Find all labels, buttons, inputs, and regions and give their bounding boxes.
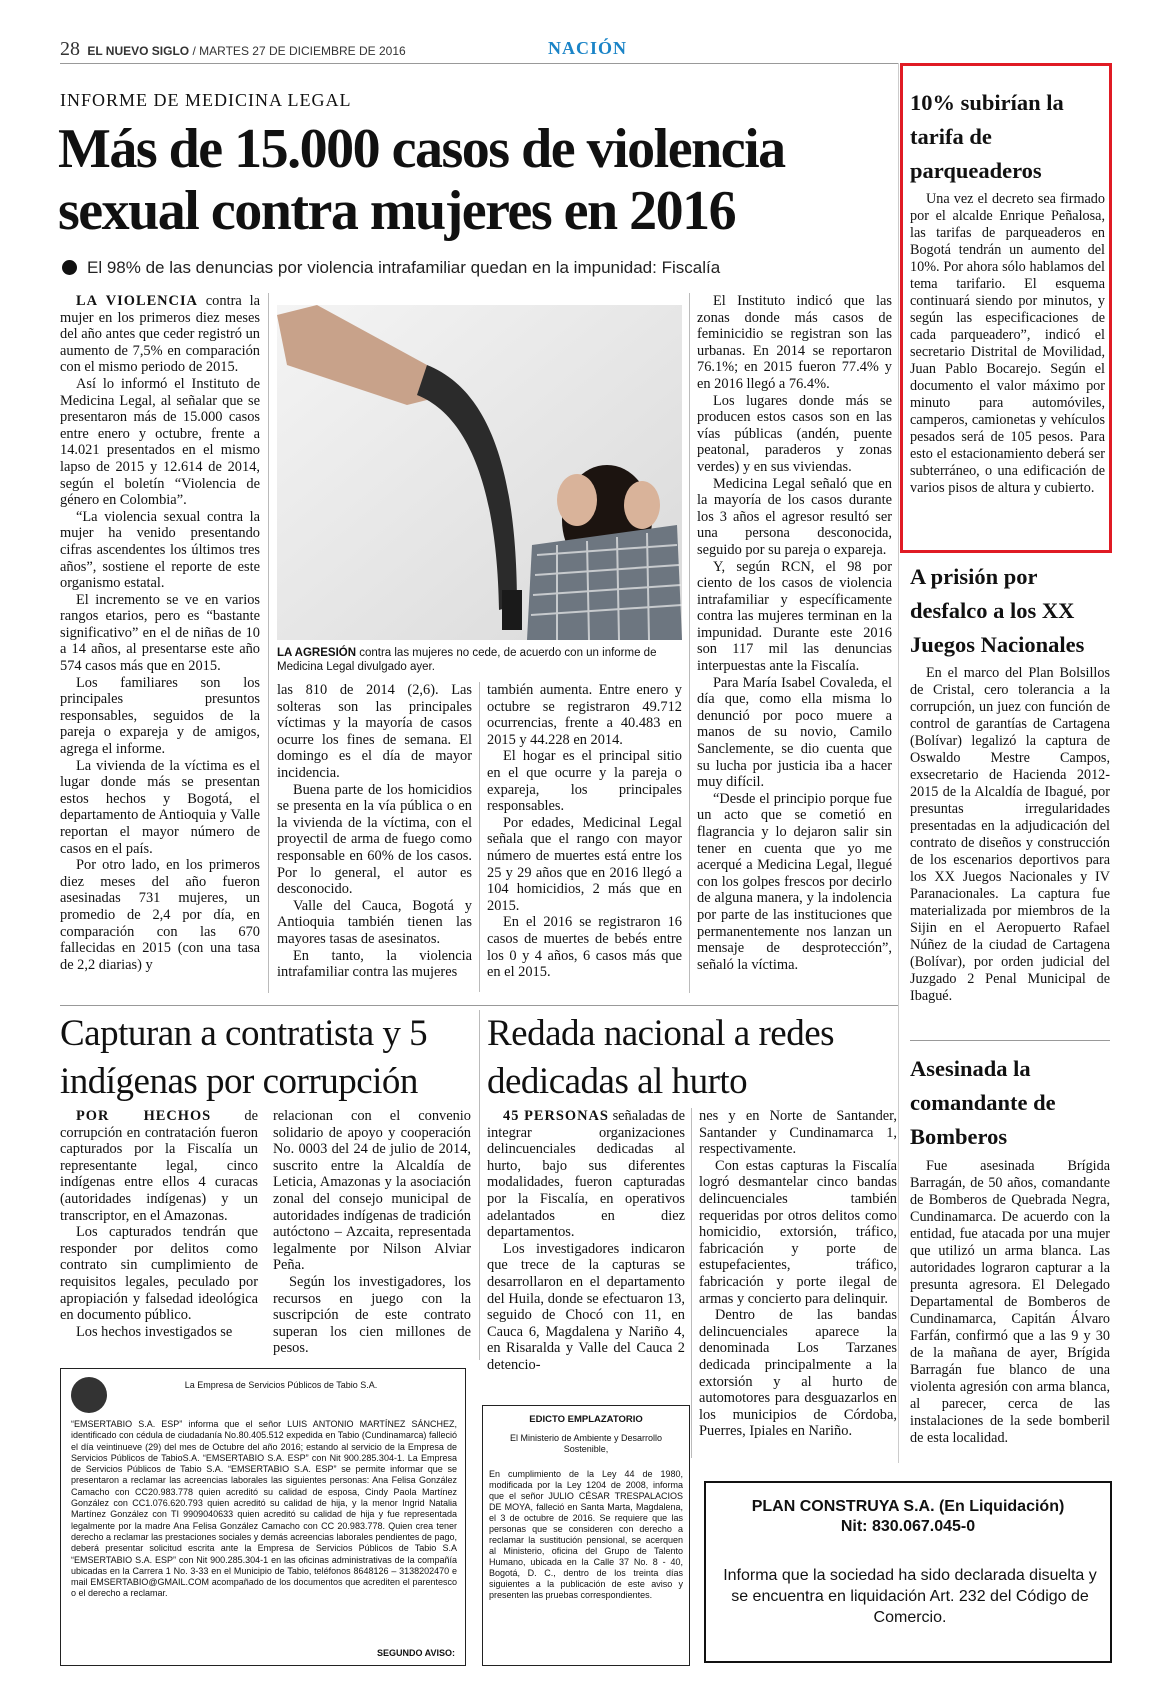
paragraph [60, 1224, 258, 1324]
caption-text: contra las mujeres no cede, de acuerdo con un informe de Medicina Legal divulgado ayer. [277, 647, 657, 673]
paragraph-text: La vivienda de la víctima es el lugar donde más se presentan estos hechos y Bogotá, el departamento de Antioquia y Valle reportan el mayor número de casos en el país. [60, 757, 260, 857]
sidebar-story-2 [910, 665, 1110, 1005]
paragraph [273, 1108, 471, 1274]
paragraph-text: Valle del Cauca, Bogotá y Antioquia también tienen las mayores tasas de asesinatos. [277, 897, 472, 947]
paragraph-text: Medicina Legal señaló que en la mayoría de los casos durante los 3 años el agresor resultó ser una persona desconocida, seguido por su pareja o expareja. [697, 475, 892, 558]
page-number: 28 [60, 38, 80, 60]
paragraph-text: Los capturados tendrán que responder por delitos como contrato sin cumplimiento de requisitos legales, peculado por apropiación y falsedad ideológica en documento público. [60, 1224, 258, 1324]
sidebar-body-2: En el marco del Plan Bolsillos de Cristal, cero tolerancia a la corrupción, un juez con función de control de garantías de Cartagena (Bolívar) legalizó la captura de Oswaldo Mestre Campos, exsecretario de Hacienda 2012-2015 de la Alcaldía de Ibagué, por presuntas irregularidades presentadas en la adjudicación del contrato de diseños y construcción de los escenarios deportivos para los XX Juegos Nacionales y IV Paranacionales. La captura fue materializada por miembros de la Sijin en el Aeropuerto Rafael Núñez de la ciudad de Cartagena (Bolívar), por orden judicial del Juzgado 2 Penal Municipal de Ibagué. [910, 665, 1110, 1004]
paragraph [273, 1274, 471, 1357]
sidebar-rule [910, 1040, 1110, 1041]
paragraph [697, 791, 892, 974]
construya-body: Informa que la sociedad ha sido declarada disuelta y se encuentra en liquidación Art. 232 del Código de Comercio. [723, 1567, 1097, 1626]
publication-name: EL NUEVO SIGLO [87, 44, 190, 58]
paragraph-text: En tanto, la violencia intrafamiliar contra las mujeres [277, 947, 472, 981]
construya-notice [704, 1481, 1112, 1663]
column-rule [479, 682, 480, 992]
caption-lead: LA AGRESIÓN [277, 647, 357, 659]
paragraph [699, 1108, 897, 1158]
sidebar-body-3: Fue asesinada Brígida Barragán, de 50 años, comandante de Bomberos de Quebrada Negra, Cundinamarca. De acuerdo con la entidad, fue atacada por una mujer que utilizó un arma blanca. Las autoridades lograron capturar a la presunta agresora. El Delegado Departamental de Bomberos de Cundinamarca, Capitán Álvaro Farfán, confirmó que a las 9 y 30 de la mañana de ayer, Brígida Barragán fue blanco de una violenta agresión con arma blanca, al parecer, cerca de las instalaciones de la sede bomberil de esta localidad. [910, 1158, 1110, 1446]
paragraph-lead: LA VIOLENCIA [76, 293, 198, 309]
column-rule [268, 293, 269, 993]
section-rule [60, 1005, 898, 1006]
bullet-icon [62, 260, 77, 275]
paragraph-text: Los lugares donde más se producen estos casos son en las vías públicas (andén, puente peatonal, paraderos y zonas verdes) y en sus viviendas. [697, 392, 892, 475]
paragraph [699, 1307, 897, 1440]
edicto-body: En cumplimiento de la Ley 44 de 1980, modificada por la Ley 1204 de 2008, informa que el señor JULIO CÉSAR TRESPALACIOS DE MOYA, falleció en Santa Marta, Magdalena, el 3 de octubre de 2016. Se requiere que las personas que se consideren con derecho a reclamar la sustitución pensional, se acerquen al Ministerio, oficina del Grupo de Talento Humano, ubicada en la Calle 37 No. 8 - 40, Bogotá, D. C., dentro de los treinta días siguientes a la publicación de este aviso y presenten las pruebas correspondientes. [489, 1469, 683, 1600]
paragraph [60, 509, 260, 592]
section-name: NACIÓN [548, 38, 628, 58]
paragraph-text: “La violencia sexual contra la mujer ha venido presentando cifras ascendentes los últimos tres años”, sostiene el reporte de este organismo estatal. [60, 508, 260, 592]
story-b-column-1 [60, 1108, 258, 1340]
main-column-2 [277, 682, 472, 981]
paragraph [60, 376, 260, 509]
edicto-title: EDICTO EMPLAZATORIO [529, 1414, 643, 1425]
main-column-4 [697, 293, 892, 973]
paragraph [487, 748, 682, 814]
paragraph-text: Así lo informó el Instituto de Medicina Legal, al señalar que se presentaron más de 15.000 casos entre enero y octubre, frente a 14.021 presentados en el mismo lapso de 2015 y 12.614 de 2014, según el boletín “Violencia de género en Colombia”. [60, 375, 260, 509]
folio: 28 EL NUEVO SIGLO / MARTES 27 DE DICIEMBRE DE 2016 [60, 38, 406, 60]
story-b-column-2 [273, 1108, 471, 1357]
paragraph [697, 476, 892, 559]
paragraph-text: Según los investigadores, los recursos en juego con la suscripción de este contrato superan los cien millones de pesos. [273, 1273, 471, 1357]
story-c-headline: Redada nacional a redes dedicadas al hurto [487, 1013, 835, 1102]
paragraph-text: de corrupción en contratación fueron capturados por la Fiscalía un representante legal, cinco indígenas entre ellos 4 curacas (autoridades indígenas) y un transcriptor, en el Amazonas. [60, 1108, 258, 1224]
paragraph-text: Los hechos investigados se [76, 1323, 233, 1340]
sidebar-headline-1: 10% subirían la tarifa de parqueaderos [910, 90, 1064, 183]
paragraph [487, 815, 682, 915]
column-rule [479, 1010, 480, 1360]
paragraph-text: Por otro lado, en los primeros diez meses del año fueron asesinadas 731 mujeres, un promedio de 2,4 por día, en comparación con las 670 fallecidas en 2015 (con una tasa de 2,2 diarias) y [60, 857, 260, 973]
paragraph [277, 898, 472, 948]
paragraph [277, 782, 472, 898]
paragraph-text: señaladas de integrar organizaciones delincuenciales dedicadas al hurto, bajo sus diferentes modalidades, fueron capturadas por la Fiscalía, en operativos adelantados en diez departamentos. [487, 1108, 685, 1241]
paragraph-text: las 810 de 2014 (2,6). Las solteras son las principales víctimas y la mayoría de casos ocurre los fines de semana. El domingo es el día de mayor incidencia. [277, 682, 472, 781]
photo-image [277, 305, 682, 640]
paragraph [60, 592, 260, 675]
edicto-notice [482, 1405, 690, 1666]
sidebar-headline-2: A prisión por desfalco a los XX Juegos Nacionales [910, 564, 1085, 657]
paragraph-text: Buena parte de los homicidios se presenta en la vía pública o en la vivienda de la víctima, con el proyectil de arma de fuego como responsable en 60% de los casos. Por lo general, el autor es desconocido. [277, 781, 472, 898]
paragraph [60, 758, 260, 858]
main-kicker: INFORME DE MEDICINA LEGAL [60, 90, 352, 110]
paragraph [60, 1108, 258, 1224]
paragraph-text: “Desde el principio porque fue un acto que se cometió en flagrancia y lo dejaron salir sin tener en cuenta que yo me acerqué a Medicina Legal, llegué con los golpes frescos por decirlo de alguna manera, y la indolencia por parte de las instituciones que permanentemente nos lanzan un mensaje de desprotección”, señaló la víctima. [697, 790, 892, 973]
column-rule [691, 1108, 692, 1458]
paragraph-text: contra la mujer en los primeros diez meses del año antes que ceder registró un aumento de 7,5% en comparación con el mismo periodo de 2015. [60, 293, 260, 376]
paragraph [697, 559, 892, 675]
notice-company: La Empresa de Servicios Públicos de Tabio S.A. [184, 1380, 378, 1390]
publication-date: MARTES 27 DE DICIEMBRE DE 2016 [199, 44, 406, 58]
paragraph-text: El incremento se ve en varios rangos etarios, pero es “bastante significativo” en el de niñas de 10 a 14 años, al presentarse este año 574 casos más que en 2015. [60, 591, 260, 675]
paragraph [697, 393, 892, 476]
main-deck [62, 258, 720, 278]
column-rule [689, 293, 690, 993]
sidebar-body-1: Una vez el decreto sea firmado por el alcalde Enrique Peñalosa, las tarifas de parqueaderos en Bogotá tendrán un aumento del 10%. Por ahora sólo hablamos del tema tarifario. El esquema continuará siendo por minutos, y según las especificaciones de cada parqueadero”, indicó el secretario Distrital de Movilidad, Juan Pablo Bocarejo. Según el documento el valor máximo por minuto para automóviles, camperos, camionetas y vehículos pesados será de 105 pesos. Para esto el estacionamiento deberá ser subterráneo, o una edificación de varios pisos de altura y cubierto. [910, 191, 1105, 496]
paragraph [697, 293, 892, 393]
paragraph-text: Dentro de las bandas delincuenciales aparece la denominada Los Tarzanes dedicada principalmente a la extorsión y al hurto de automotores para desguazarlos en los municipios de Córdoba, Puerres, Ipiales en Nariño. [699, 1307, 897, 1440]
story-c-column-2 [699, 1108, 897, 1440]
notice-body: “EMSERTABIO S.A. ESP” informa que el señor LUIS ANTONIO MARTÍNEZ SÁNCHEZ, identificado con cédula de ciudadanía No.80.405.512 expedida en Tabio (Cundinamarca) falleció el día veintinueve (29) del mes de Octubre del año 2016; estando al servicio de la Empresa de Servicios Públicos de TabioS.A. “EMSERTABIO S.A. ESP” con Nit 900.285.304-1. La Empresa de Servicios Públicos de Tabio S.A. “EMSERTABIO S.A. ESP” se permite informar que se presentaron a reclamar las acreencias laborales las siguientes personas: Ana Felisa González Camacho con CC20.983.778 quien acreditó su calidad de esposa, Cindy Paola Martínez González con CC1.076.620.793 quien acreditó su calidad de hija, y la menor Ingrid Natalia Martínez González con TI 9909040633 quien acreditó su calidad de hija y fue representada legalmente por la madre Ana Felisa González Camacho con CC 20.983.778. Quien crea tener derecho a reclamar las prestaciones sociales y demás acreencias laborales pendientes de pago, deberá presentar solicitud escrita ante la Empresa de Servicios Públicos de Tabio S.A “EMSERTABIO S.A. ESP” con Nit 900.285.304-1 en las oficinas administrativas de la compañía ubicadas en la Carrera 1 No. 3-33 en el Municipio de Tabio, teléfonos 8648126 – 3138202470 e mail EMSERTABIO@GMAIL.COM acompañado de los documentos que acrediten el parentesco o el derecho a reclamar. [71, 1419, 457, 1599]
paragraph-lead: 45 PERSONAS [503, 1108, 609, 1124]
paragraph-text: Por edades, Medicinal Legal señala que el rango con mayor número de muertes está entre los 25 y 29 años que en 2016 llegó a 104 homicidios, 2 más que en 2015. [487, 814, 682, 914]
paragraph [60, 857, 260, 973]
deck-text: El 98% de las denuncias por violencia intrafamiliar quedan en la impunidad: Fiscalía [87, 258, 721, 277]
story-c-column-1 [487, 1108, 685, 1374]
story-b-headline: Capturan a contratista y 5 indígenas por corrupción [60, 1013, 428, 1102]
paragraph [487, 1108, 685, 1241]
paragraph-text: Y, según RCN, el 98 por ciento de los casos de violencia intrafamiliar y específicamente contra las mujeres terminan en la impunidad. Durante este 2016 son 117 mil las denuncias interpuestas ante la Fiscalía. [697, 558, 892, 675]
paragraph-text: Los familiares son los principales presuntos responsables, seguidos de la pareja o expareja y de amigos, agrega el informe. [60, 674, 260, 758]
emsertabio-notice [60, 1368, 466, 1666]
paragraph-text: nes y en Norte de Santander, Santander y Cundinamarca 1, respectivamente. [699, 1108, 897, 1158]
paragraph [277, 948, 472, 981]
paragraph [60, 1324, 258, 1341]
sidebar-story-3 [910, 1158, 1110, 1447]
paragraph-lead: POR HECHOS [76, 1108, 212, 1124]
construya-nit: Nit: 830.067.045-0 [840, 1518, 976, 1535]
paragraph [487, 914, 682, 980]
sidebar-rule-vertical [898, 63, 899, 1463]
edicto-subtitle: El Ministerio de Ambiente y Desarrollo Sostenible, [509, 1433, 663, 1454]
sidebar-story-1 [910, 191, 1105, 497]
story-photo [277, 305, 682, 640]
paragraph-text: relacionan con el convenio solidario de apoyo y cooperación No. 0003 del 24 de julio de 2014, suscrito entre la Alcaldía de Leticia, Amazonas y la asociación zonal del consejo municipal de autoridades indígenas de tradición autóctono – Azcaita, representada legalmente por Nilson Alviar Peña. [273, 1108, 471, 1274]
sidebar-headline-3: Asesinada la comandante de Bomberos [910, 1056, 1056, 1149]
paragraph-text: Los investigadores indicaron que trece de la capturas se desarrollaron en el departamento del Huila, donde se efectuaron 13, seguido de Chocó con 11, en Cauca 6, Magdalena y Nariño 4, en Risaralda y Valle del Cauca 2 detencio- [487, 1240, 685, 1373]
main-headline: Más de 15.000 casos de violencia sexual contra mujeres en 2016 [58, 118, 785, 242]
paragraph [487, 1241, 685, 1374]
top-rule [60, 63, 898, 64]
paragraph [699, 1158, 897, 1307]
paragraph-text: también aumenta. Entre enero y octubre se registraron 49.712 ocurrencias, frente a 40.483 en 2015 y 44.228 en 2014. [487, 682, 682, 748]
main-column-1 [60, 293, 260, 973]
paragraph-text: En el 2016 se registraron 16 casos de muertes de bebés entre los 0 y 4 años, 6 casos más que en el 2015. [487, 914, 682, 981]
paragraph [277, 682, 472, 782]
paragraph-text: Con estas capturas la Fiscalía logró desmantelar cinco bandas delincuenciales también requeridas por otros delitos como homicidio, extorsión, tráfico, fabricación y porte de estupefacientes, tráfico, fabricación y porte ilegal de armas y concierto para delinquir. [699, 1157, 897, 1307]
photo-caption [277, 646, 682, 674]
main-column-3 [487, 682, 682, 981]
paragraph [60, 293, 260, 376]
paragraph [60, 675, 260, 758]
notice-signature: SEGUNDO AVISO: [376, 1647, 455, 1658]
paragraph-text: Para María Isabel Covaleda, el día que, como ella misma lo denunció por poco muere a manos de su novio, Camilo Sanclemente, se dio cuenta que su lucha por justicia iba a hacer muy difícil. [697, 674, 892, 791]
paragraph-text: El hogar es el principal sitio en el que ocurre y la pareja o expareja, los principales responsables. [487, 748, 682, 815]
paragraph [487, 682, 682, 748]
paragraph-text: El Instituto indicó que las zonas donde más casos de feminicidio se registran son las urbanas. En 2014 se reportaron 76.1%; en 2015 fueron 77.4% y en 2016 llegó a 76.4%. [697, 293, 892, 392]
emsertabio-logo-icon [71, 1377, 107, 1413]
paragraph [697, 675, 892, 791]
construya-title: PLAN CONSTRUYA S.A. (En Liquidación) [751, 1498, 1065, 1515]
